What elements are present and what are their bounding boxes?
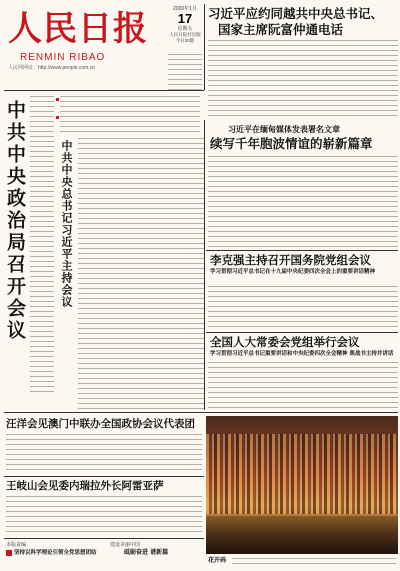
masthead-logo: 人民日报 — [8, 9, 148, 49]
top-story-body — [208, 40, 398, 120]
bullet-icon — [6, 550, 12, 556]
bottom-item-2: 建设美丽中国 — [110, 542, 141, 548]
divider — [204, 120, 205, 410]
issue-info: 人民日报社出版 — [169, 32, 201, 37]
top-story-headline-1: 习近平应约同越共中央总书记、 — [208, 6, 384, 21]
lead-body — [78, 138, 204, 410]
state-council-body — [208, 286, 398, 330]
lead-vertical-headline: 中共中央政治局召开会议 — [4, 100, 26, 342]
feature-body — [208, 156, 398, 248]
divider — [4, 538, 204, 539]
state-council-subheadline: 学习贯彻习近平总书记在十九届中央纪委四次全会上的重要讲话精神 — [210, 269, 376, 275]
bottom-item-3: 砥砺奋进 谱新篇 — [124, 549, 169, 556]
page-count: 今日20版 — [175, 38, 195, 43]
date-day: 17 — [177, 11, 193, 26]
wang-qishan-headline: 王岐山会见委内瑞拉外长阿雷亚萨 — [6, 480, 164, 492]
npc-headline: 全国人大常委会党组举行会议 — [210, 335, 360, 349]
wang-yang-headline: 汪洋会见澳门中联办全国政协会议代表团 — [6, 418, 195, 430]
date-weekday: 星期五 — [177, 26, 193, 32]
bullet-icon — [56, 98, 59, 101]
feature-headline: 续写千年胞波情谊的崭新篇章 — [210, 136, 373, 151]
photo-shadow — [206, 516, 398, 554]
divider — [204, 4, 205, 90]
issue-details — [168, 54, 202, 90]
lead-subheadline: 中共中央总书记习近平主持会议 — [60, 140, 73, 308]
market-photo — [206, 416, 398, 554]
lead-summary-box — [60, 96, 200, 134]
state-council-headline: 李克强主持召开国务院党组会议 — [210, 253, 371, 267]
feature-kicker: 习近平在缅甸媒体发表署名文章 — [228, 124, 340, 134]
wang-qishan-body — [6, 496, 202, 534]
bottom-item-1: 坚持以科学理论引领全党思想团结 — [14, 550, 97, 556]
photo-caption: 花开码 — [208, 557, 227, 564]
top-story-headline-2: 国家主席阮富仲通电话 — [218, 22, 344, 37]
divider — [206, 332, 398, 333]
date-block — [168, 6, 202, 44]
photo-texture — [206, 434, 398, 514]
lead-vertical-deck — [30, 96, 54, 396]
divider — [4, 90, 204, 91]
wang-yang-body — [6, 434, 202, 474]
photo-caption-body — [232, 558, 396, 568]
divider — [4, 412, 398, 413]
bottom-label: 本版责编 — [6, 542, 27, 548]
masthead-site: 人民网网址：http://www.people.com.cn — [8, 65, 95, 71]
npc-body — [208, 362, 398, 410]
divider — [4, 476, 204, 477]
divider — [206, 250, 398, 251]
npc-subheadline: 学习贯彻习近平总书记重要讲话和中央纪委四次全会精神 栗战书主持并讲话 — [210, 351, 394, 357]
masthead-pinyin: RENMIN RIBAO — [20, 52, 106, 63]
date-year: 2020年1月 — [173, 6, 197, 12]
bullet-icon — [56, 116, 59, 119]
